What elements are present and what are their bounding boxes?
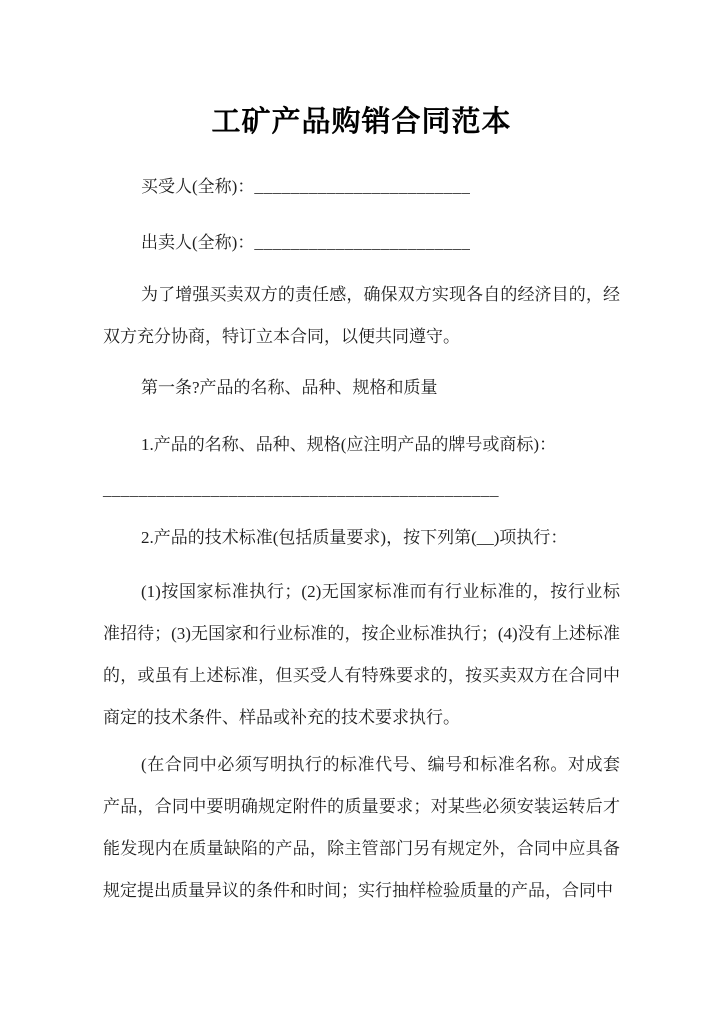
standards-note-paragraph: (在合同中必须写明执行的标准代号、编号和标准名称。对成套产品，合同中要明确规定附件的质量要求；对某些必须安装运转后才能发现内在质量缺陷的产品，除主管部门另有规定外，合同中应具备规定提出质量异议的条件和时间；实行抽样检验质量的产品，合同中 xyxy=(103,755,620,900)
seller-field-row xyxy=(103,222,620,264)
clause-product-name: 1.产品的名称、品种、规格(应注明产品的牌号或商标)： xyxy=(141,435,557,454)
fill-in-underscore-line: ____________________________________________ xyxy=(103,480,499,499)
buyer-label: 买受人(全称)： xyxy=(141,177,255,196)
clause-technical-standard: 2.产品的技术标准(包括质量要求)，按下列第(__)项执行： xyxy=(141,528,568,547)
seller-blank-line: ________________________ xyxy=(254,233,471,252)
intro-paragraph: 为了增强买卖双方的责任感，确保双方实现各自的经济目的，经双方充分协商，特订立本合同，以便共同遵守。 xyxy=(103,285,620,346)
standards-options-paragraph: (1)按国家标准执行；(2)无国家标准而有行业标准的，按行业标准招待；(3)无国家和行业标准的，按企业标准执行；(4)没有上述标准的，或虽有上述标准，但买受人有特殊要求的，按买卖双方在合同中商定的技术条件、样品或补充的技术要求执行。 xyxy=(103,582,620,727)
document-title: 工矿产品购销合同范本 xyxy=(211,106,512,138)
buyer-field-row xyxy=(103,166,620,208)
buyer-blank-line: ________________________ xyxy=(254,177,471,196)
seller-label: 出卖人(全称)： xyxy=(141,233,255,252)
section-1-heading: 第一条?产品的名称、品种、规格和质量 xyxy=(141,378,438,397)
